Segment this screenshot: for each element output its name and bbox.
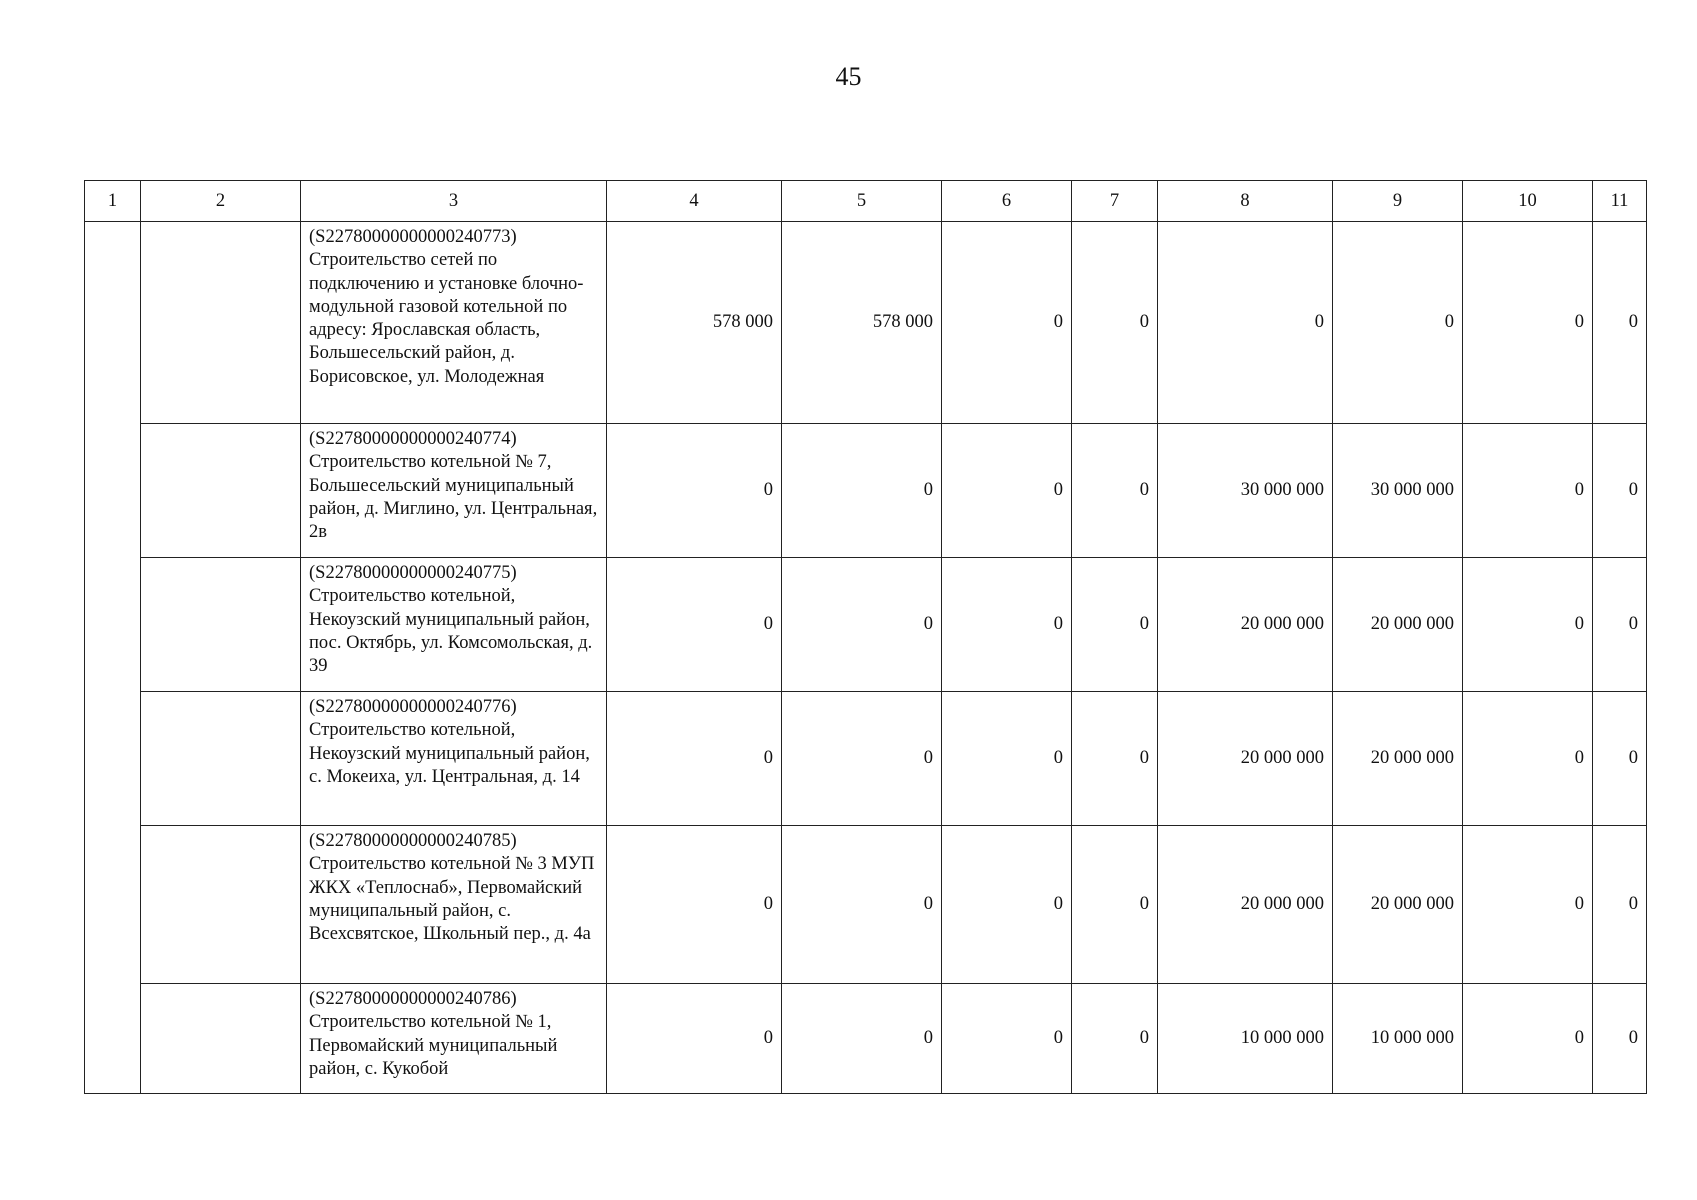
value-cell-col-8: 20 000 000 (1158, 558, 1333, 692)
header-row (85, 181, 1647, 222)
project-description-cell: (S22780000000000240776) Строительство котельной, Некоузский муниципальный район, с. Мокеиха, ул. Центральная, д. 14 (301, 692, 607, 826)
value-cell-col-4: 0 (607, 826, 782, 984)
value-cell-col-5: 0 (782, 826, 942, 984)
table-row (85, 222, 1647, 424)
value-cell-col-5: 0 (782, 692, 942, 826)
value-cell-col-10: 0 (1463, 558, 1593, 692)
value-cell-col-10: 0 (1463, 222, 1593, 424)
value-cell-col-11: 0 (1593, 692, 1647, 826)
value-cell-col-10: 0 (1463, 424, 1593, 558)
column-header-7: 7 (1072, 181, 1158, 222)
value-cell-col-10: 0 (1463, 984, 1593, 1094)
value-cell-col-9: 20 000 000 (1333, 558, 1463, 692)
table-row (85, 984, 1647, 1094)
value-cell-col-6: 0 (942, 826, 1072, 984)
project-description-cell: (S22780000000000240785) Строительство котельной № 3 МУП ЖКХ «Теплоснаб», Первомайский муниципальный район, с. Всехсвятское, Школьный пер., д. 4а (301, 826, 607, 984)
value-cell-col-10: 0 (1463, 826, 1593, 984)
value-cell-col-5: 0 (782, 984, 942, 1094)
value-cell-col-7: 0 (1072, 984, 1158, 1094)
value-cell-col-4: 0 (607, 984, 782, 1094)
value-cell-col-11: 0 (1593, 984, 1647, 1094)
value-cell-col-4: 0 (607, 424, 782, 558)
value-cell-col-9: 10 000 000 (1333, 984, 1463, 1094)
value-cell-col-8: 10 000 000 (1158, 984, 1333, 1094)
row-index-cell (85, 558, 141, 692)
value-cell-col-6: 0 (942, 558, 1072, 692)
value-cell-col-7: 0 (1072, 558, 1158, 692)
project-description-cell: (S22780000000000240775) Строительство котельной, Некоузский муниципальный район, пос. Октябрь, ул. Комсомольская, д. 39 (301, 558, 607, 692)
column-header-5: 5 (782, 181, 942, 222)
value-cell-col-11: 0 (1593, 558, 1647, 692)
value-cell-col-11: 0 (1593, 222, 1647, 424)
value-cell-col-6: 0 (942, 692, 1072, 826)
row-index-cell (85, 424, 141, 558)
row-name-cell (141, 424, 301, 558)
value-cell-col-7: 0 (1072, 222, 1158, 424)
column-header-1: 1 (85, 181, 141, 222)
value-cell-col-9: 30 000 000 (1333, 424, 1463, 558)
row-name-cell (141, 558, 301, 692)
row-name-cell (141, 222, 301, 424)
table-header (85, 181, 1647, 222)
value-cell-col-7: 0 (1072, 826, 1158, 984)
value-cell-col-4: 0 (607, 558, 782, 692)
value-cell-col-11: 0 (1593, 826, 1647, 984)
column-header-3: 3 (301, 181, 607, 222)
row-index-cell (85, 984, 141, 1094)
value-cell-col-7: 0 (1072, 424, 1158, 558)
value-cell-col-9: 20 000 000 (1333, 692, 1463, 826)
table-row (85, 826, 1647, 984)
budget-table (84, 180, 1647, 1094)
row-index-cell (85, 222, 141, 424)
value-cell-col-5: 578 000 (782, 222, 942, 424)
value-cell-col-6: 0 (942, 984, 1072, 1094)
column-header-8: 8 (1158, 181, 1333, 222)
column-header-9: 9 (1333, 181, 1463, 222)
row-index-cell (85, 692, 141, 826)
page-number: 45 (835, 62, 862, 91)
value-cell-col-6: 0 (942, 424, 1072, 558)
column-header-4: 4 (607, 181, 782, 222)
table-row (85, 424, 1647, 558)
row-index-cell (85, 826, 141, 984)
value-cell-col-5: 0 (782, 424, 942, 558)
column-header-2: 2 (141, 181, 301, 222)
value-cell-col-8: 20 000 000 (1158, 826, 1333, 984)
column-header-11: 11 (1593, 181, 1647, 222)
value-cell-col-9: 20 000 000 (1333, 826, 1463, 984)
row-name-cell (141, 692, 301, 826)
table-row (85, 692, 1647, 826)
value-cell-col-6: 0 (942, 222, 1072, 424)
row-name-cell (141, 984, 301, 1094)
value-cell-col-8: 20 000 000 (1158, 692, 1333, 826)
column-header-10: 10 (1463, 181, 1593, 222)
table-row (85, 558, 1647, 692)
project-description-cell: (S22780000000000240786) Строительство котельной № 1, Первомайский муниципальный район, с. Кукобой (301, 984, 607, 1094)
value-cell-col-9: 0 (1333, 222, 1463, 424)
value-cell-col-4: 578 000 (607, 222, 782, 424)
project-description-cell: (S22780000000000240774) Строительство котельной № 7, Большесельский муниципальный район, д. Миглино, ул. Центральная, 2в (301, 424, 607, 558)
project-description-cell: (S22780000000000240773) Строительство сетей по подключению и установке блочно-модульной газовой котельной по адресу: Ярославская область, Большесельский район, д. Борисовское, ул. Молодежная (301, 222, 607, 424)
table-body (85, 222, 1647, 1094)
value-cell-col-4: 0 (607, 692, 782, 826)
value-cell-col-5: 0 (782, 558, 942, 692)
column-header-6: 6 (942, 181, 1072, 222)
value-cell-col-7: 0 (1072, 692, 1158, 826)
value-cell-col-11: 0 (1593, 424, 1647, 558)
value-cell-col-10: 0 (1463, 692, 1593, 826)
value-cell-col-8: 0 (1158, 222, 1333, 424)
value-cell-col-8: 30 000 000 (1158, 424, 1333, 558)
row-name-cell (141, 826, 301, 984)
